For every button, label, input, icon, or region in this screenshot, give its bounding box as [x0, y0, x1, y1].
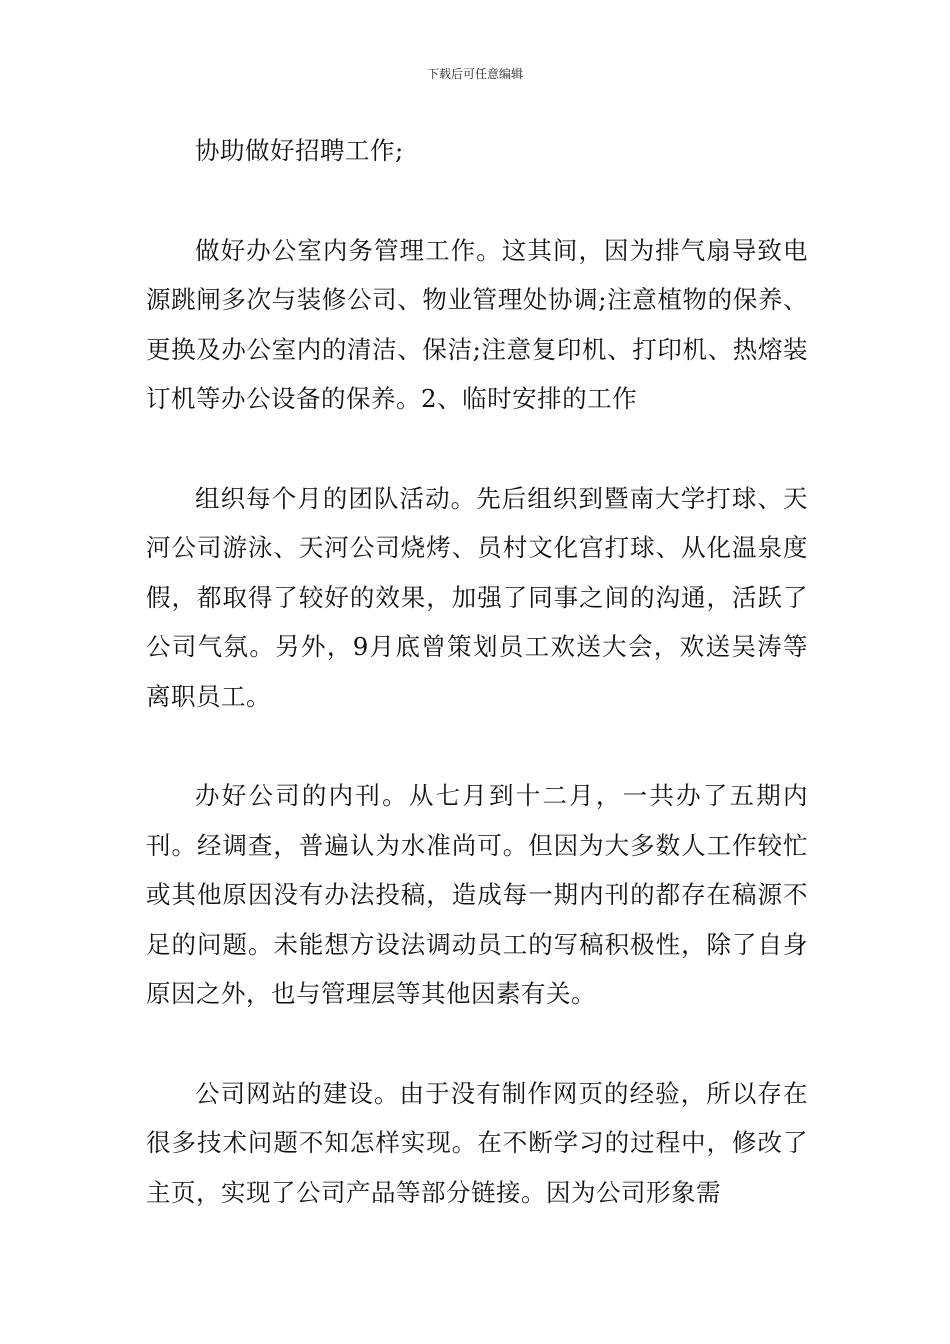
paragraph-recruitment: 协助做好招聘工作; — [195, 136, 404, 165]
paragraph-team-activities: 组织每个月的团队活动。先后组织到暨南大学打球、天河公司游泳、天河公司烧烤、员村文化宫打球、从化温泉度假，都取得了较好的效果，加强了同事之间的沟通，活跃了公司气氛。另外，9月底曾策划员工欢送大会，欢送吴涛等离职员工。 — [146, 483, 808, 711]
document-body — [146, 126, 808, 1267]
paragraph-internal-magazine: 办好公司的内刊。从七月到十二月，一共办了五期内刊。经调查，普遍认为水准尚可。但因为大多数人工作较忙或其他原因没有办法投稿，造成每一期内刊的都存在稿源不足的问题。未能想方设法调动员工的写稿积极性，除了自身原因之外，也与管理层等其他因素有关。 — [146, 781, 808, 1008]
header-note: 下载后可任意编辑 — [426, 67, 523, 81]
paragraph-office-management: 做好办公室内务管理工作。这其间，因为排气扇导致电源跳闸多次与装修公司、物业管理处协调;注意植物的保养、更换及办公室内的清洁、保洁;注意复印机、打印机、热熔装订机等办公设备的保养。2、临时安排的工作 — [146, 235, 808, 413]
paragraph-website: 公司网站的建设。由于没有制作网页的经验，所以存在很多技术问题不知怎样实现。在不断学习的过程中，修改了主页，实现了公司产品等部分链接。因为公司形象需 — [146, 1078, 808, 1207]
